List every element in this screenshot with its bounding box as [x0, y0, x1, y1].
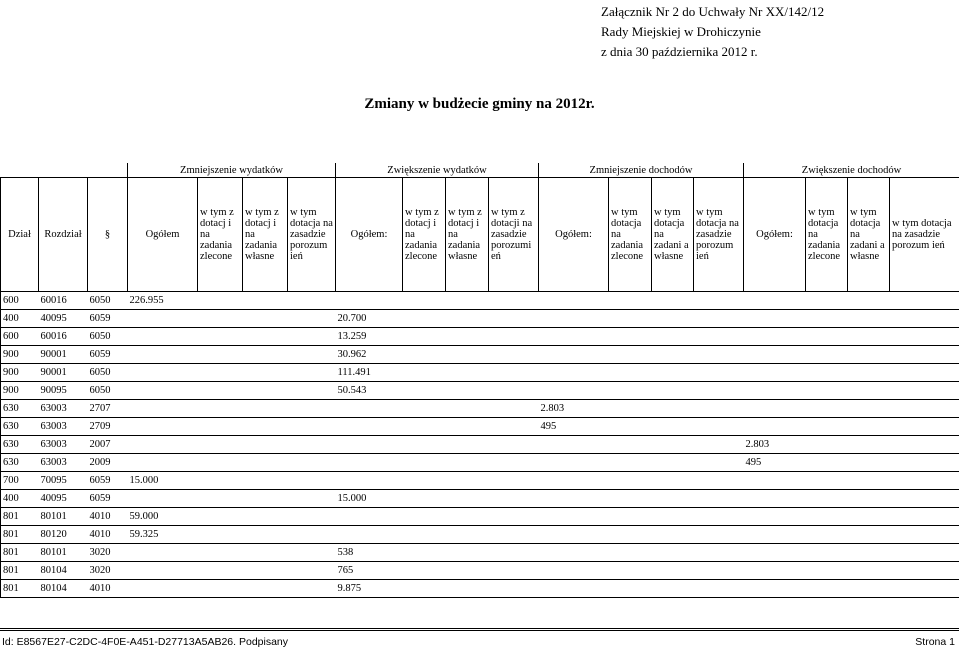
- cell-g1-total: [128, 490, 336, 508]
- group-increase-expenses: Zwiększenie wydatków: [336, 163, 539, 178]
- cell-paragraf: 6050: [88, 382, 128, 400]
- cell-rozdzial: 63003: [39, 418, 88, 436]
- cell-g1-total: [128, 562, 336, 580]
- col-paragraf: §: [88, 178, 128, 292]
- cell-paragraf: 6059: [88, 490, 128, 508]
- group-increase-income: Zwiększenie dochodów: [744, 163, 959, 178]
- cell-paragraf: 6059: [88, 472, 128, 490]
- cell-g1-total: [128, 454, 336, 472]
- table-row: [1, 526, 959, 544]
- cell-g4-total: 495: [744, 454, 959, 472]
- cell-g2-total: 111.491: [336, 364, 539, 382]
- cell-paragraf: 6050: [88, 364, 128, 382]
- cell-rozdzial: 80101: [39, 508, 88, 526]
- table-row: [1, 346, 959, 364]
- col-g3-a: w tym dotacja na zadania zlecone: [609, 178, 652, 292]
- cell-g4-total: [744, 580, 959, 598]
- cell-g1-total: 59.000: [128, 508, 336, 526]
- cell-g3-total: [539, 346, 744, 364]
- cell-g3-total: [539, 562, 744, 580]
- cell-dzial: 600: [1, 292, 39, 310]
- col-g1-c: w tym dotacja na zasadzie porozum ień: [288, 178, 336, 292]
- footer-divider-2: [0, 630, 959, 631]
- cell-rozdzial: 80104: [39, 562, 88, 580]
- cell-dzial: 801: [1, 562, 39, 580]
- cell-g3-total: [539, 472, 744, 490]
- cell-rozdzial: 90001: [39, 364, 88, 382]
- cell-dzial: 400: [1, 310, 39, 328]
- cell-dzial: 801: [1, 580, 39, 598]
- cell-g3-total: [539, 382, 744, 400]
- group-decrease-income: Zmniejszenie dochodów: [539, 163, 744, 178]
- col-g1-b: w tym z dotacj i na zadania własne: [243, 178, 288, 292]
- cell-g4-total: [744, 544, 959, 562]
- col-g1-total: Ogółem: [128, 178, 198, 292]
- table-row: [1, 400, 959, 418]
- cell-paragraf: 4010: [88, 580, 128, 598]
- cell-paragraf: 3020: [88, 562, 128, 580]
- cell-g2-total: 20.700: [336, 310, 539, 328]
- cell-g4-total: [744, 418, 959, 436]
- footer-page-number: Strona 1: [915, 636, 955, 648]
- cell-rozdzial: 60016: [39, 292, 88, 310]
- cell-g3-total: [539, 328, 744, 346]
- cell-g2-total: [336, 472, 539, 490]
- cell-g3-total: [539, 310, 744, 328]
- cell-g3-total: 495: [539, 418, 744, 436]
- cell-g1-total: [128, 436, 336, 454]
- cell-paragraf: 6050: [88, 292, 128, 310]
- cell-g4-total: [744, 400, 959, 418]
- cell-g3-total: [539, 436, 744, 454]
- cell-g1-total: 59.325: [128, 526, 336, 544]
- blank-header: [1, 163, 128, 178]
- col-rozdzial: Rozdział: [39, 178, 88, 292]
- cell-g4-total: [744, 364, 959, 382]
- cell-dzial: 900: [1, 346, 39, 364]
- cell-rozdzial: 80104: [39, 580, 88, 598]
- cell-g3-total: [539, 544, 744, 562]
- cell-g4-total: [744, 472, 959, 490]
- col-g3-b: w tym dotacja na zadani a własne: [652, 178, 694, 292]
- cell-dzial: 630: [1, 400, 39, 418]
- table-row: [1, 580, 959, 598]
- cell-rozdzial: 40095: [39, 490, 88, 508]
- cell-g3-total: [539, 580, 744, 598]
- cell-g4-total: [744, 382, 959, 400]
- cell-g2-total: 538: [336, 544, 539, 562]
- cell-dzial: 900: [1, 382, 39, 400]
- table-row: [1, 418, 959, 436]
- cell-g4-total: [744, 490, 959, 508]
- cell-paragraf: 6059: [88, 310, 128, 328]
- cell-g2-total: [336, 436, 539, 454]
- cell-g2-total: 50.543: [336, 382, 539, 400]
- table-row: [1, 544, 959, 562]
- cell-rozdzial: 70095: [39, 472, 88, 490]
- cell-g2-total: [336, 526, 539, 544]
- cell-dzial: 801: [1, 526, 39, 544]
- cell-paragraf: 3020: [88, 544, 128, 562]
- cell-g3-total: [539, 292, 744, 310]
- col-g2-b: w tym z dotacj i na zadania własne: [446, 178, 489, 292]
- cell-g2-total: 765: [336, 562, 539, 580]
- cell-g1-total: [128, 364, 336, 382]
- cell-paragraf: 2709: [88, 418, 128, 436]
- header-line-2: Rady Miejskiej w Drohiczynie: [601, 24, 761, 39]
- cell-g4-total: [744, 526, 959, 544]
- col-g2-c: w tym z dotacji na zasadzie porozumi eń: [489, 178, 539, 292]
- cell-g3-total: [539, 526, 744, 544]
- header-line-1: Załącznik Nr 2 do Uchwały Nr XX/142/12: [601, 4, 825, 19]
- cell-g3-total: [539, 364, 744, 382]
- cell-paragraf: 4010: [88, 508, 128, 526]
- cell-g2-total: [336, 400, 539, 418]
- cell-g2-total: 30.962: [336, 346, 539, 364]
- cell-dzial: 630: [1, 418, 39, 436]
- cell-g2-total: [336, 418, 539, 436]
- table-row: [1, 292, 959, 310]
- cell-rozdzial: 90095: [39, 382, 88, 400]
- cell-g1-total: [128, 544, 336, 562]
- cell-rozdzial: 63003: [39, 436, 88, 454]
- col-g2-a: w tym z dotacj i na zadania zlecone: [403, 178, 446, 292]
- cell-g1-total: [128, 346, 336, 364]
- header-line-3: z dnia 30 października 2012 r.: [601, 44, 758, 59]
- footer-divider: [0, 628, 959, 629]
- cell-g1-total: [128, 328, 336, 346]
- col-g4-b: w tym dotacja na zadani a własne: [848, 178, 890, 292]
- table-row: [1, 364, 959, 382]
- cell-g1-total: [128, 310, 336, 328]
- col-dzial: Dział: [1, 178, 39, 292]
- budget-table: [0, 163, 959, 598]
- cell-paragraf: 2007: [88, 436, 128, 454]
- cell-dzial: 630: [1, 436, 39, 454]
- table-row: [1, 328, 959, 346]
- cell-paragraf: 4010: [88, 526, 128, 544]
- table-row: [1, 454, 959, 472]
- cell-g1-total: [128, 418, 336, 436]
- cell-paragraf: 6050: [88, 328, 128, 346]
- cell-g3-total: [539, 454, 744, 472]
- cell-dzial: 630: [1, 454, 39, 472]
- cell-g2-total: 13.259: [336, 328, 539, 346]
- cell-g2-total: [336, 454, 539, 472]
- footer-document-id: Id: E8567E27-C2DC-4F0E-A451-D27713A5AB26. Podpisany: [2, 636, 289, 648]
- table-row: [1, 310, 959, 328]
- group-decrease-expenses: Zmniejszenie wydatków: [128, 163, 336, 178]
- col-g4-c: w tym dotacja na zasadzie porozum ień: [890, 178, 959, 292]
- table-row: [1, 490, 959, 508]
- cell-g4-total: [744, 562, 959, 580]
- table-row: [1, 562, 959, 580]
- cell-g1-total: [128, 580, 336, 598]
- cell-g1-total: 226.955: [128, 292, 336, 310]
- col-g3-total: Ogółem:: [539, 178, 609, 292]
- cell-g1-total: [128, 400, 336, 418]
- table-row: [1, 436, 959, 454]
- cell-g4-total: [744, 346, 959, 364]
- cell-g4-total: [744, 292, 959, 310]
- cell-paragraf: 6059: [88, 346, 128, 364]
- cell-g2-total: [336, 292, 539, 310]
- cell-dzial: 700: [1, 472, 39, 490]
- cell-g3-total: 2.803: [539, 400, 744, 418]
- cell-rozdzial: 80120: [39, 526, 88, 544]
- col-g3-c: w tym dotacja na zasadzie porozum ień: [694, 178, 744, 292]
- cell-dzial: 600: [1, 328, 39, 346]
- cell-dzial: 400: [1, 490, 39, 508]
- cell-g2-total: 15.000: [336, 490, 539, 508]
- cell-rozdzial: 63003: [39, 454, 88, 472]
- cell-dzial: 801: [1, 544, 39, 562]
- cell-rozdzial: 80101: [39, 544, 88, 562]
- cell-g4-total: [744, 328, 959, 346]
- cell-g1-total: [128, 382, 336, 400]
- cell-g1-total: 15.000: [128, 472, 336, 490]
- page-title: Zmiany w budżecie gminy na 2012r.: [364, 96, 595, 112]
- cell-rozdzial: 60016: [39, 328, 88, 346]
- col-g2-total: Ogółem:: [336, 178, 403, 292]
- cell-g2-total: 9.875: [336, 580, 539, 598]
- cell-dzial: 801: [1, 508, 39, 526]
- cell-g4-total: [744, 310, 959, 328]
- col-g4-a: w tym dotacja na zadania zlecone: [806, 178, 848, 292]
- cell-paragraf: 2707: [88, 400, 128, 418]
- cell-rozdzial: 63003: [39, 400, 88, 418]
- table-row: [1, 472, 959, 490]
- col-g4-total: Ogółem:: [744, 178, 806, 292]
- cell-g4-total: [744, 508, 959, 526]
- col-g1-a: w tym z dotacj i na zadania zlecone: [198, 178, 243, 292]
- cell-g3-total: [539, 490, 744, 508]
- cell-g4-total: 2.803: [744, 436, 959, 454]
- cell-paragraf: 2009: [88, 454, 128, 472]
- table-row: [1, 382, 959, 400]
- cell-dzial: 900: [1, 364, 39, 382]
- table-row: [1, 508, 959, 526]
- cell-rozdzial: 90001: [39, 346, 88, 364]
- cell-g2-total: [336, 508, 539, 526]
- cell-g3-total: [539, 508, 744, 526]
- cell-rozdzial: 40095: [39, 310, 88, 328]
